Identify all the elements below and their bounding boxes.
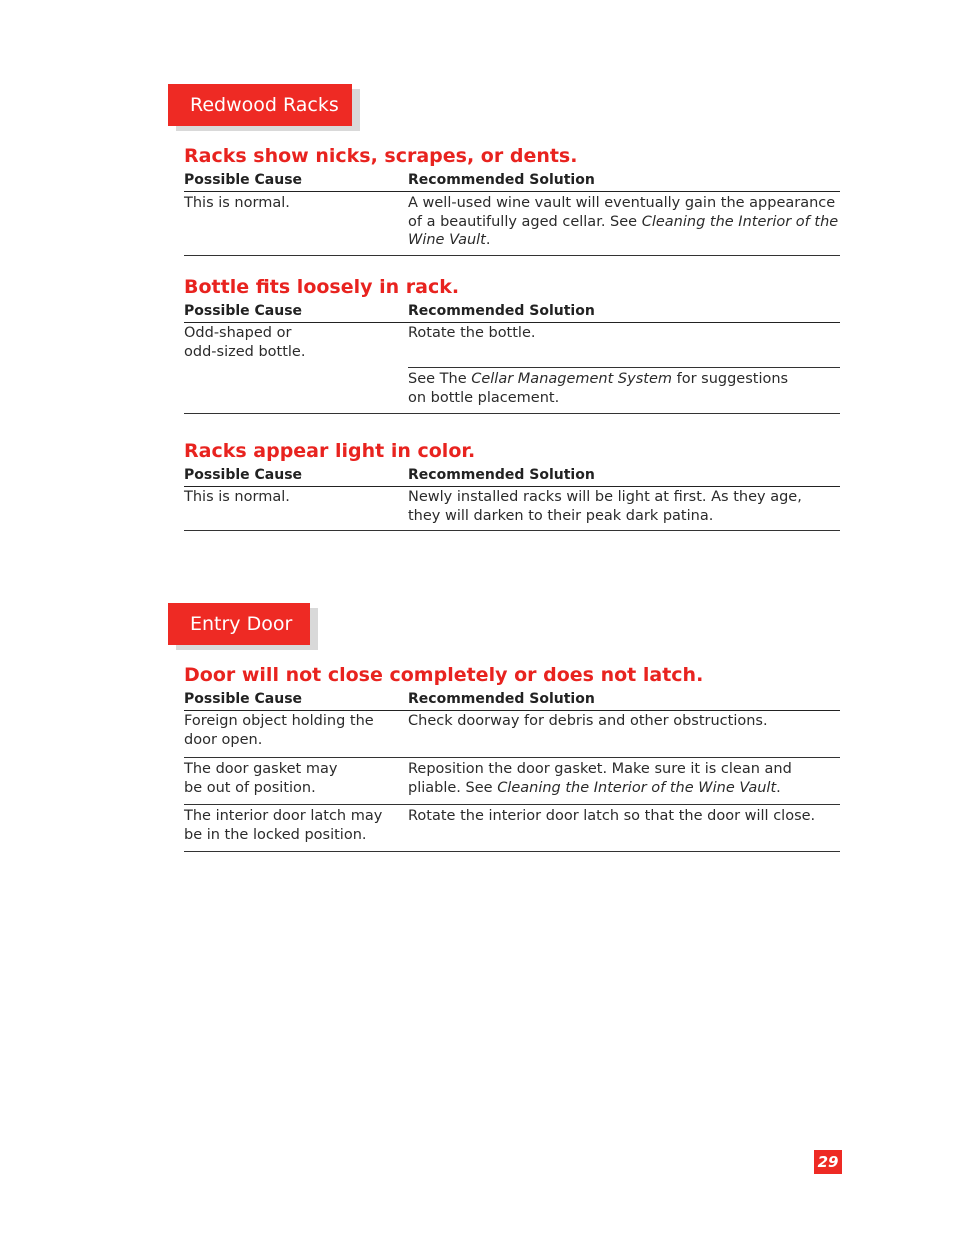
table-row (184, 487, 840, 531)
cause-text: The door gasket may be out of position. (184, 761, 338, 796)
solution-reference: Cleaning the Interior of the Wine Vault (497, 779, 777, 796)
solution-text-part: . (776, 779, 781, 796)
cause-text: This is normal. (184, 489, 290, 505)
issue-bottle-loose (184, 275, 840, 414)
solution-text: Rotate the bottle. (408, 325, 536, 341)
table-row (184, 805, 840, 852)
solution-text: Newly installed racks will be light at first. As they age, they will darken to their peak dark patina. (408, 489, 802, 524)
cause-text: This is normal. (184, 195, 290, 211)
solution-text-part: Reposition the door gasket. Make sure it is clean and pliable. See (408, 761, 792, 796)
table-header (184, 302, 840, 323)
issue-title: Bottle fits loosely in rack. (184, 276, 460, 298)
section-tab-entry-door (168, 603, 310, 645)
solution-text-part: for suggestions on bottle placement. (408, 371, 789, 406)
solution-text: Rotate the interior door latch so that the door will close. (408, 808, 816, 824)
section-title: Redwood Racks (168, 84, 352, 126)
issue-racks-nicks (184, 144, 840, 256)
cause-text: The interior door latch may be in the locked position. (184, 808, 383, 843)
issue-title: Racks appear light in color. (184, 440, 476, 462)
column-header-cause: Possible Cause (184, 303, 303, 319)
solution-text (408, 370, 840, 407)
solution-text (408, 194, 840, 250)
column-header-cause: Possible Cause (184, 467, 303, 483)
table-row (184, 323, 840, 414)
page-number: 29 (814, 1150, 842, 1174)
solution-text-part: . (485, 232, 491, 248)
section-title: Entry Door (168, 603, 310, 645)
solution-text-part: A well-used wine vault will eventually gain the appearance of a beautifully aged cellar. See (408, 195, 836, 230)
table-row (184, 711, 840, 758)
solution-divider (408, 367, 840, 368)
section-tab-redwood-racks (168, 84, 352, 126)
table-row (184, 192, 840, 256)
issue-title: Door will not close completely or does not latch. (184, 664, 704, 686)
table-header (184, 171, 840, 192)
cause-text: Foreign object holding the door open. (184, 713, 374, 748)
table-header (184, 466, 840, 487)
column-header-solution: Recommended Solution (408, 691, 595, 707)
table-row (184, 758, 840, 805)
column-header-solution: Recommended Solution (408, 172, 595, 188)
solution-text (408, 760, 840, 797)
column-header-cause: Possible Cause (184, 691, 303, 707)
solution-text: Check doorway for debris and other obstructions. (408, 713, 768, 729)
solution-text-part: See The (408, 371, 472, 387)
cause-text: Odd-shaped or odd-sized bottle. (184, 325, 306, 360)
issue-door-not-closing (184, 663, 840, 852)
column-header-solution: Recommended Solution (408, 467, 595, 483)
column-header-solution: Recommended Solution (408, 303, 595, 319)
table-header (184, 690, 840, 711)
issue-racks-light (184, 439, 840, 531)
solution-reference: Cleaning the Interior of the Wine Vault (408, 213, 839, 248)
solution-reference: Cellar Management System (471, 371, 672, 387)
issue-title: Racks show nicks, scrapes, or dents. (184, 145, 578, 167)
column-header-cause: Possible Cause (184, 172, 303, 188)
